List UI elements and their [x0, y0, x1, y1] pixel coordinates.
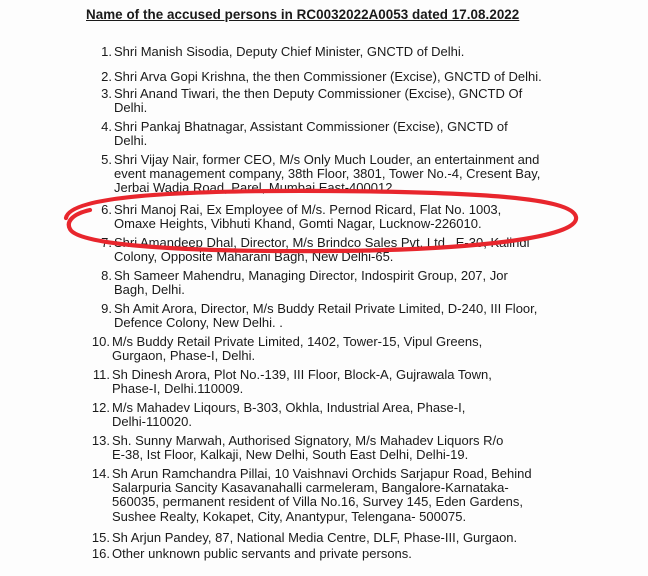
item-line: Delhi-110020.	[112, 414, 192, 430]
item-text	[114, 236, 609, 264]
item-line: Sushee Realty, Kokapet, City, Anantypur, Telengana- 500075.	[112, 508, 467, 524]
item-line: Other unknown public servants and private persons.	[112, 546, 412, 561]
item-line: Shri Arva Gopi Krishna, the then Commissioner (Excise), GNCTD of Delhi.	[114, 69, 542, 84]
item-text	[114, 87, 609, 115]
item-text	[114, 153, 609, 196]
item-text	[112, 547, 607, 561]
item-line: Omaxe Heights, Vibhuti Khand, Gomti Nagar, Lucknow-226010.	[114, 216, 482, 232]
item-text	[112, 401, 607, 429]
item-line: Sh Arun Ramchandra Pillai, 10 Vaishnavi Orchids Sarjapur Road, Behind	[112, 466, 532, 481]
item-line: Gurgaon, Phase-I, Delhi.	[112, 348, 256, 364]
item-text	[114, 45, 609, 59]
item-line: M/s Buddy Retail Private Limited, 1402, Tower-15, Vipul Greens,	[112, 334, 483, 349]
item-number: 9.	[101, 301, 112, 316]
item-line: Shri Anand Tiwari, the then Deputy Commissioner (Excise), GNCTD Of	[114, 86, 523, 101]
item-number: 2.	[101, 69, 112, 84]
item-line: Sh. Sunny Marwah, Authorised Signatory, M/s Mahadev Liquors R/o	[112, 433, 504, 448]
item-line: M/s Mahadev Liqours, B-303, Okhla, Industrial Area, Phase-I,	[112, 400, 466, 415]
item-text	[112, 335, 607, 363]
item-line: 560035, permanent resident of Villa No.16, Survey 145, Eden Gardens,	[112, 494, 523, 510]
item-line: Sh Dinesh Arora, Plot No.-139, III Floor, Block-A, Gujrawala Town,	[112, 367, 492, 382]
item-line: Colony, Opposite Maharani Bagh, New Delhi-65.	[114, 249, 394, 265]
document-heading: Name of the accused persons in RC0032022A0053 dated 17.08.2022	[86, 7, 520, 22]
item-text	[114, 269, 609, 297]
item-line: Shri Pankaj Bhatnagar, Assistant Commissioner (Excise), GNCTD of	[114, 119, 508, 134]
item-number: 11.	[92, 367, 110, 382]
item-number: 13.	[91, 433, 110, 448]
item-text	[112, 467, 607, 524]
item-line: Jerbai Wadia Road, Parel, Mumbai East-400012	[114, 180, 393, 196]
item-number: 3.	[101, 86, 112, 101]
item-number: 16.	[91, 546, 110, 561]
item-number: 1.	[101, 44, 112, 59]
item-number: 6.	[101, 202, 112, 217]
item-text	[112, 531, 607, 545]
item-line: Shri Amandeep Dhal, Director, M/s Brindco Sales Pvt. Ltd., E-30, Kalindi	[114, 235, 530, 250]
item-line: Salarpuria Sancity Kasavanahalli carmeleram, Bangalore-Karnataka-	[112, 480, 509, 496]
item-line: Phase-I, Delhi.110009.	[112, 381, 244, 397]
item-text	[114, 70, 609, 84]
item-number: 7.	[101, 235, 112, 250]
item-line: Shri Vijay Nair, former CEO, M/s Only Much Louder, an entertainment and	[114, 152, 540, 167]
item-text	[114, 302, 609, 330]
item-line: Shri Manoj Rai, Ex Employee of M/s. Pernod Ricard, Flat No. 1003,	[114, 202, 502, 217]
item-line: Delhi.	[114, 133, 148, 149]
item-number: 5.	[101, 152, 112, 167]
item-line: E-38, Ist Floor, Kalkaji, New Delhi, South East Delhi, Delhi-19.	[112, 447, 469, 463]
item-number: 15.	[91, 530, 110, 545]
item-line: Shri Manish Sisodia, Deputy Chief Minister, GNCTD of Delhi.	[114, 44, 465, 59]
item-number: 4.	[101, 119, 112, 134]
item-line: Bagh, Delhi.	[114, 282, 185, 298]
item-number: 8.	[101, 268, 112, 283]
item-line: Sh Arjun Pandey, 87, National Media Centre, DLF, Phase-III, Gurgaon.	[112, 530, 518, 545]
item-line: event management company, 38th Floor, 3801, Tower No.-4, Cresent Bay,	[114, 166, 541, 182]
item-text	[114, 120, 609, 148]
item-number: 14.	[91, 466, 110, 481]
item-line: Sh Sameer Mahendru, Managing Director, Indospirit Group, 207, Jor	[114, 268, 508, 283]
item-line: Sh Amit Arora, Director, M/s Buddy Retail Private Limited, D-240, III Floor,	[114, 301, 538, 316]
item-text	[114, 203, 609, 231]
item-number: 10.	[91, 334, 110, 349]
item-text	[112, 368, 607, 396]
item-text	[112, 434, 607, 462]
item-line: Delhi.	[114, 100, 148, 116]
item-number: 12.	[91, 400, 110, 415]
item-line: Defence Colony, New Delhi. .	[114, 315, 283, 331]
